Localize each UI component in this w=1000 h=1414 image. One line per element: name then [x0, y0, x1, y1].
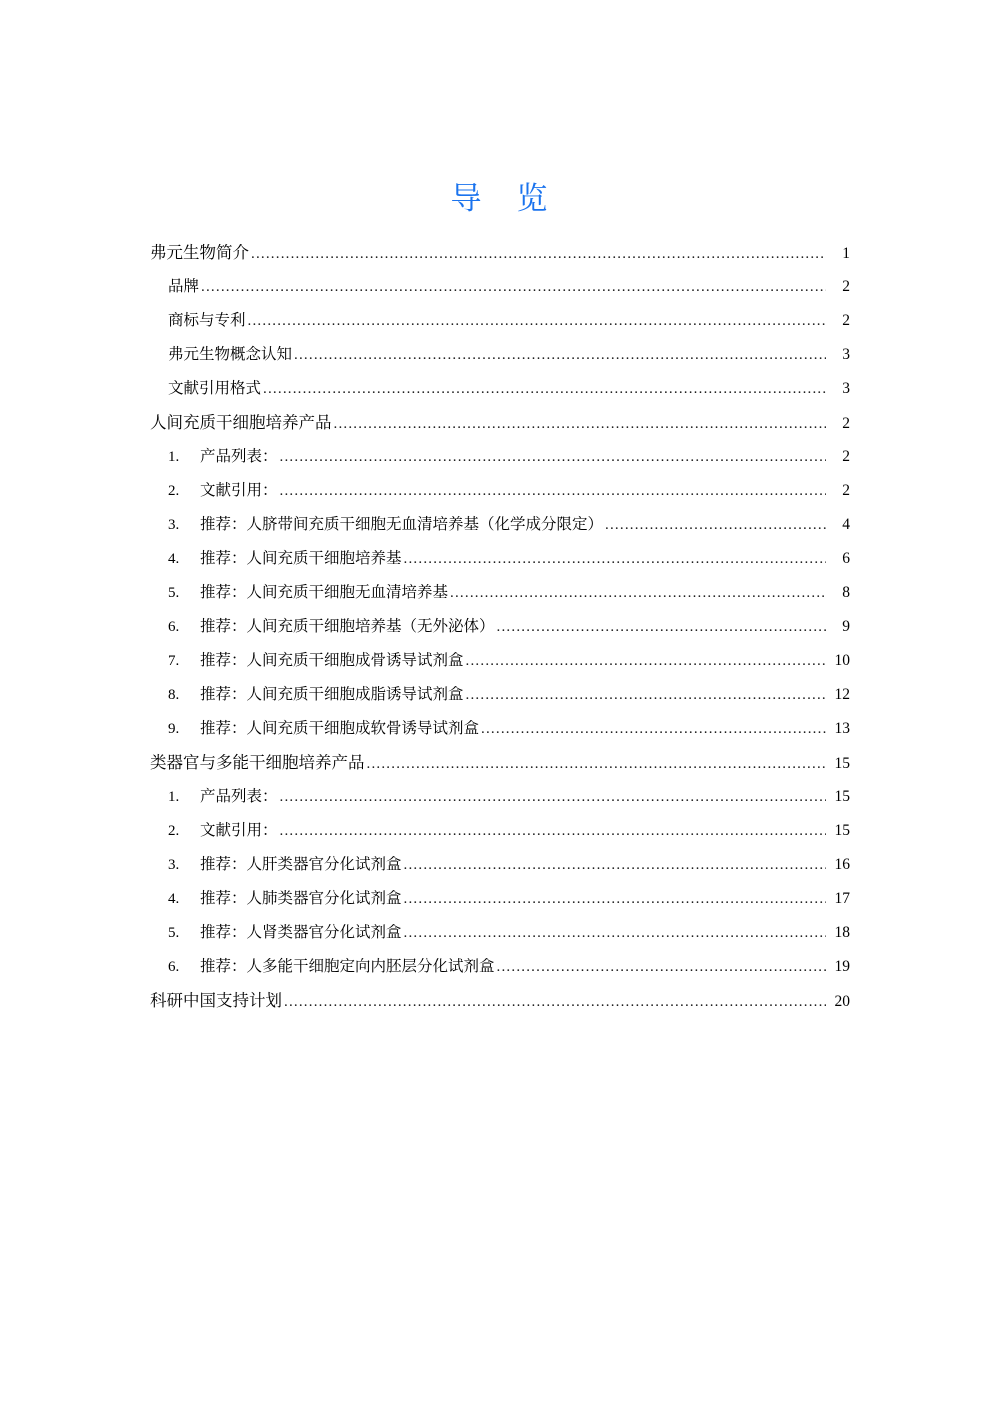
- toc-entry-number: 5.: [168, 925, 180, 941]
- toc-entry-label: 推荐：人肝类器官分化试剂盒: [200, 856, 402, 873]
- toc-entry-page-number: 13: [834, 720, 850, 737]
- toc-dot-leader: [294, 338, 826, 372]
- toc-entry-label: 推荐：人间充质干细胞培养基: [200, 550, 402, 567]
- toc-entry-number: 4.: [168, 891, 180, 907]
- toc-entry-label: 类器官与多能干细胞培养产品: [150, 753, 365, 772]
- toc-dot-leader: [367, 747, 827, 781]
- toc-entry[interactable]: [0, 950, 1000, 984]
- toc-dot-leader: [280, 780, 826, 814]
- toc-entry[interactable]: [0, 440, 1000, 474]
- toc-entry-label: 推荐：人间充质干细胞无血清培养基: [200, 584, 449, 601]
- toc-dot-leader: [404, 916, 826, 950]
- toc-dot-leader: [497, 610, 826, 644]
- toc-entry[interactable]: [0, 882, 1000, 916]
- toc-entry-number: 5.: [168, 585, 180, 601]
- toc-dot-leader: [404, 848, 826, 882]
- toc-entry-page-number: 8: [842, 584, 850, 601]
- toc-entry-number: 9.: [168, 721, 180, 737]
- toc-entry-page-number: 2: [842, 448, 850, 465]
- toc-entry-label: 弗元生物简介: [150, 243, 249, 262]
- toc-entry-label: 品牌: [168, 278, 200, 295]
- toc-dot-leader: [263, 372, 826, 406]
- toc-entry-page-number: 2: [842, 312, 850, 329]
- toc-entry-page-number: 17: [834, 890, 850, 907]
- toc-entry-page-number: 4: [842, 516, 850, 533]
- toc-entry-page-number: 3: [842, 346, 850, 363]
- toc-entry[interactable]: [0, 304, 1000, 338]
- toc-entry-number: 3.: [168, 857, 180, 873]
- toc-dot-leader: [280, 814, 826, 848]
- page-title: 导 览: [450, 181, 550, 216]
- toc-dot-leader: [334, 407, 827, 441]
- toc-entry-number: 6.: [168, 619, 180, 635]
- toc-entry-page-number: 9: [842, 618, 850, 635]
- toc-dot-leader: [404, 882, 826, 916]
- toc-entry-number: 1.: [168, 449, 180, 465]
- toc-entry-page-number: 2: [842, 278, 850, 295]
- toc-entry[interactable]: [0, 372, 1000, 406]
- toc-entry-label: 推荐：人肾类器官分化试剂盒: [200, 924, 402, 941]
- toc-entry-page-number: 18: [834, 924, 850, 941]
- toc-entry-page-number: 20: [834, 993, 850, 1010]
- toc-entry-label: 人间充质干细胞培养产品: [150, 413, 332, 432]
- toc-entry-label: 文献引用：: [200, 822, 278, 839]
- toc-entry[interactable]: [0, 814, 1000, 848]
- table-of-contents: [0, 236, 1000, 1018]
- toc-entry-page-number: 6: [842, 550, 850, 567]
- toc-entry[interactable]: [0, 644, 1000, 678]
- toc-entry-label: 推荐：人肺类器官分化试剂盒: [200, 890, 402, 907]
- toc-entry-label: 产品列表：: [200, 448, 278, 465]
- toc-entry-label: 推荐：人间充质干细胞成软骨诱导试剂盒: [200, 720, 480, 737]
- toc-entry-number: 1.: [168, 789, 180, 805]
- toc-entry-page-number: 2: [842, 415, 850, 432]
- toc-entry[interactable]: [0, 338, 1000, 372]
- toc-entry-page-number: 19: [834, 958, 850, 975]
- toc-entry[interactable]: [0, 678, 1000, 712]
- toc-entry-label: 推荐：人间充质干细胞成骨诱导试剂盒: [200, 652, 464, 669]
- toc-entry-page-number: 2: [842, 482, 850, 499]
- toc-entry-number: 6.: [168, 959, 180, 975]
- toc-entry[interactable]: [0, 610, 1000, 644]
- toc-entry-label: 推荐：人间充质干细胞培养基（无外泌体）: [200, 618, 495, 635]
- toc-entry[interactable]: [0, 984, 1000, 1018]
- toc-entry-label: 文献引用：: [200, 482, 278, 499]
- toc-entry-number: 8.: [168, 687, 180, 703]
- toc-entry-label: 科研中国支持计划: [150, 991, 282, 1010]
- toc-entry-page-number: 12: [834, 686, 850, 703]
- toc-entry[interactable]: [0, 848, 1000, 882]
- toc-entry-label: 推荐：人间充质干细胞成脂诱导试剂盒: [200, 686, 464, 703]
- toc-entry-page-number: 15: [834, 755, 850, 772]
- toc-entry-label: 推荐：人多能干细胞定向内胚层分化试剂盒: [200, 958, 495, 975]
- toc-entry-page-number: 15: [834, 788, 850, 805]
- toc-entry[interactable]: [0, 542, 1000, 576]
- toc-entry-page-number: 16: [834, 856, 850, 873]
- toc-entry-label: 产品列表：: [200, 788, 278, 805]
- toc-dot-leader: [466, 678, 826, 712]
- toc-entry-number: 2.: [168, 483, 180, 499]
- toc-entry[interactable]: [0, 746, 1000, 780]
- toc-entry[interactable]: [0, 508, 1000, 542]
- toc-entry[interactable]: [0, 576, 1000, 610]
- toc-dot-leader: [481, 712, 826, 746]
- toc-entry[interactable]: [0, 270, 1000, 304]
- toc-dot-leader: [284, 985, 826, 1019]
- toc-entry-number: 3.: [168, 517, 180, 533]
- toc-entry-page-number: 10: [834, 652, 850, 669]
- toc-entry-label: 弗元生物概念认知: [168, 346, 293, 363]
- toc-entry-label: 推荐：人脐带间充质干细胞无血清培养基（化学成分限定）: [200, 516, 604, 533]
- toc-entry-label: 商标与专利: [168, 312, 246, 329]
- toc-entry-number: 4.: [168, 551, 180, 567]
- toc-entry[interactable]: [0, 712, 1000, 746]
- toc-dot-leader: [605, 508, 826, 542]
- toc-entry-number: 2.: [168, 823, 180, 839]
- toc-dot-leader: [404, 542, 826, 576]
- toc-entry-page-number: 15: [834, 822, 850, 839]
- toc-dot-leader: [248, 304, 826, 338]
- toc-entry-number: 7.: [168, 653, 180, 669]
- toc-entry[interactable]: [0, 406, 1000, 440]
- toc-dot-leader: [497, 950, 826, 984]
- toc-entry[interactable]: [0, 780, 1000, 814]
- toc-dot-leader: [450, 576, 826, 610]
- toc-entry-page-number: 3: [842, 380, 850, 397]
- toc-dot-leader: [251, 237, 826, 271]
- toc-entry[interactable]: [0, 474, 1000, 508]
- toc-dot-leader: [201, 270, 826, 304]
- toc-entry[interactable]: [0, 236, 1000, 270]
- toc-dot-leader: [280, 474, 826, 508]
- toc-entry-label: 文献引用格式: [168, 380, 262, 397]
- toc-dot-leader: [280, 440, 826, 474]
- toc-dot-leader: [466, 644, 826, 678]
- toc-entry[interactable]: [0, 916, 1000, 950]
- toc-entry-page-number: 1: [842, 245, 850, 262]
